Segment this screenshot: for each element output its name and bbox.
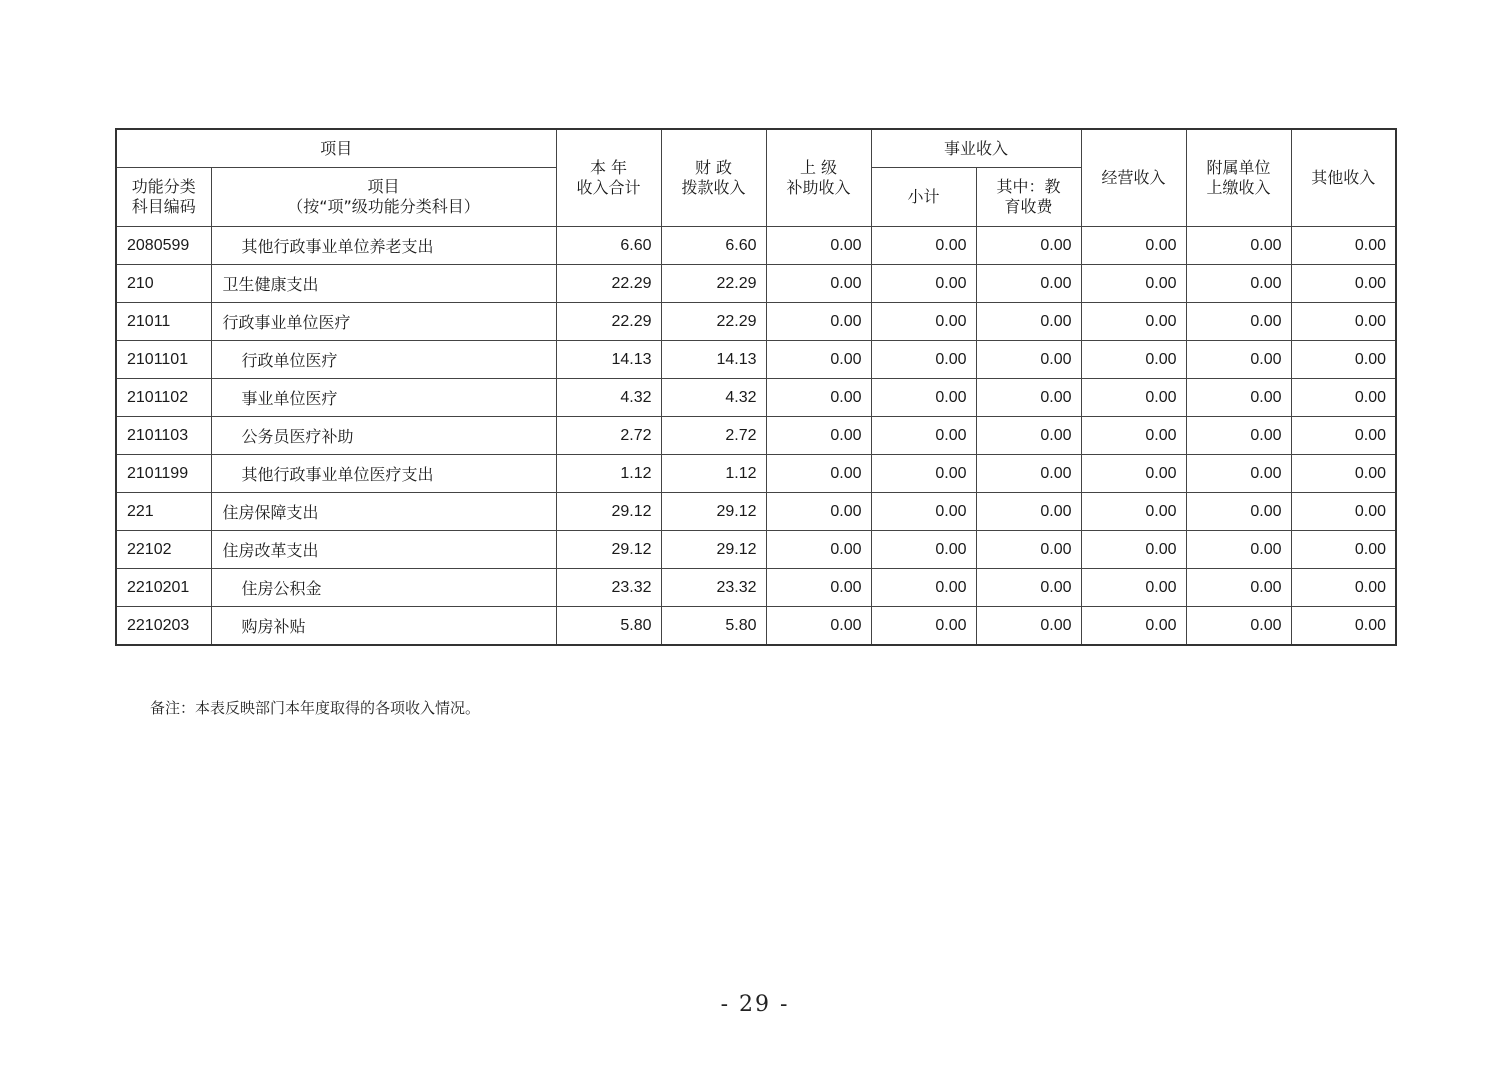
cell-other: 0.00: [1291, 341, 1396, 379]
cell-education: 0.00: [976, 417, 1081, 455]
cell-superior: 0.00: [766, 493, 871, 531]
cell-name: 购房补贴: [211, 607, 556, 646]
cell-affiliated: 0.00: [1186, 417, 1291, 455]
header-superior-line1: 上 级: [799, 158, 838, 177]
cell-other: 0.00: [1291, 455, 1396, 493]
cell-education: 0.00: [976, 455, 1081, 493]
cell-name: 卫生健康支出: [211, 265, 556, 303]
cell-education: 0.00: [976, 265, 1081, 303]
table-row: [116, 531, 1396, 569]
cell-code: 22102: [116, 531, 211, 569]
cell-code: 2101199: [116, 455, 211, 493]
header-education-line1: 其中：教: [996, 177, 1061, 196]
cell-code: 2080599: [116, 227, 211, 265]
cell-affiliated: 0.00: [1186, 531, 1291, 569]
cell-education: 0.00: [976, 569, 1081, 607]
cell-superior: 0.00: [766, 417, 871, 455]
header-superior-subsidy: [766, 129, 871, 227]
header-other-income: 其他收入: [1291, 129, 1396, 227]
cell-name: 事业单位医疗: [211, 379, 556, 417]
header-item-name-line2: （按“项”级功能分类科目）: [287, 197, 480, 216]
cell-name: 其他行政事业单位医疗支出: [211, 455, 556, 493]
header-item-name-line1: 项目: [367, 177, 400, 196]
table-row: [116, 455, 1396, 493]
header-func-code-line1: 功能分类: [131, 177, 196, 196]
header-item-name: [211, 168, 556, 227]
cell-name: 住房保障支出: [211, 493, 556, 531]
cell-fiscal: 14.13: [661, 341, 766, 379]
cell-affiliated: 0.00: [1186, 227, 1291, 265]
cell-operating: 0.00: [1081, 227, 1186, 265]
cell-subtotal: 0.00: [871, 227, 976, 265]
cell-name: 住房改革支出: [211, 531, 556, 569]
cell-superior: 0.00: [766, 227, 871, 265]
cell-operating: 0.00: [1081, 455, 1186, 493]
cell-superior: 0.00: [766, 379, 871, 417]
cell-education: 0.00: [976, 531, 1081, 569]
cell-other: 0.00: [1291, 531, 1396, 569]
cell-superior: 0.00: [766, 607, 871, 646]
cell-code: 2101101: [116, 341, 211, 379]
cell-subtotal: 0.00: [871, 493, 976, 531]
cell-other: 0.00: [1291, 607, 1396, 646]
cell-education: 0.00: [976, 379, 1081, 417]
cell-subtotal: 0.00: [871, 455, 976, 493]
cell-subtotal: 0.00: [871, 265, 976, 303]
header-superior-line2: 补助收入: [786, 178, 851, 197]
cell-other: 0.00: [1291, 417, 1396, 455]
cell-name: 其他行政事业单位养老支出: [211, 227, 556, 265]
cell-code: 2101102: [116, 379, 211, 417]
cell-operating: 0.00: [1081, 379, 1186, 417]
cell-fiscal: 4.32: [661, 379, 766, 417]
cell-other: 0.00: [1291, 303, 1396, 341]
cell-affiliated: 0.00: [1186, 379, 1291, 417]
cell-subtotal: 0.00: [871, 569, 976, 607]
header-fiscal-line2: 拨款收入: [681, 178, 746, 197]
cell-affiliated: 0.00: [1186, 569, 1291, 607]
cell-fiscal: 29.12: [661, 493, 766, 531]
header-total-income-line2: 收入合计: [576, 178, 641, 197]
table-row: [116, 265, 1396, 303]
cell-total: 6.60: [556, 227, 661, 265]
header-func-code: [116, 168, 211, 227]
header-business-income: 事业收入: [871, 129, 1081, 168]
cell-affiliated: 0.00: [1186, 303, 1291, 341]
cell-operating: 0.00: [1081, 417, 1186, 455]
cell-code: 210: [116, 265, 211, 303]
table-body: [116, 227, 1396, 646]
cell-total: 1.12: [556, 455, 661, 493]
cell-superior: 0.00: [766, 303, 871, 341]
cell-name: 住房公积金: [211, 569, 556, 607]
table-row: [116, 417, 1396, 455]
page-number: - 29 -: [720, 992, 790, 1017]
cell-code: 21011: [116, 303, 211, 341]
cell-operating: 0.00: [1081, 265, 1186, 303]
cell-code: 2210203: [116, 607, 211, 646]
cell-education: 0.00: [976, 607, 1081, 646]
cell-other: 0.00: [1291, 227, 1396, 265]
cell-other: 0.00: [1291, 265, 1396, 303]
cell-operating: 0.00: [1081, 607, 1186, 646]
cell-other: 0.00: [1291, 569, 1396, 607]
cell-fiscal: 5.80: [661, 607, 766, 646]
cell-education: 0.00: [976, 341, 1081, 379]
cell-subtotal: 0.00: [871, 341, 976, 379]
header-education-line2: 育收费: [1004, 197, 1053, 216]
table-row: [116, 379, 1396, 417]
cell-other: 0.00: [1291, 379, 1396, 417]
cell-affiliated: 0.00: [1186, 493, 1291, 531]
cell-fiscal: 29.12: [661, 531, 766, 569]
cell-total: 14.13: [556, 341, 661, 379]
cell-fiscal: 6.60: [661, 227, 766, 265]
table-row: [116, 227, 1396, 265]
table-row: [116, 607, 1396, 646]
header-affiliated-income: [1186, 129, 1291, 227]
cell-total: 2.72: [556, 417, 661, 455]
cell-operating: 0.00: [1081, 341, 1186, 379]
cell-subtotal: 0.00: [871, 417, 976, 455]
cell-fiscal: 2.72: [661, 417, 766, 455]
cell-other: 0.00: [1291, 493, 1396, 531]
header-operating-income: 经营收入: [1081, 129, 1186, 227]
cell-education: 0.00: [976, 493, 1081, 531]
cell-operating: 0.00: [1081, 493, 1186, 531]
header-affiliated-line2: 上缴收入: [1206, 178, 1271, 197]
header-func-code-line2: 科目编码: [131, 197, 196, 216]
header-total-income-line1: 本 年: [589, 158, 628, 177]
cell-operating: 0.00: [1081, 531, 1186, 569]
cell-education: 0.00: [976, 227, 1081, 265]
table-row: [116, 569, 1396, 607]
cell-fiscal: 22.29: [661, 303, 766, 341]
cell-subtotal: 0.00: [871, 303, 976, 341]
income-table: [115, 128, 1397, 646]
cell-affiliated: 0.00: [1186, 341, 1291, 379]
table-row: [116, 303, 1396, 341]
cell-subtotal: 0.00: [871, 379, 976, 417]
cell-superior: 0.00: [766, 265, 871, 303]
header-item-group: 项目: [116, 129, 556, 168]
cell-code: 2101103: [116, 417, 211, 455]
table-footnote: 备注：本表反映部门本年度取得的各项收入情况。: [150, 699, 481, 717]
cell-fiscal: 1.12: [661, 455, 766, 493]
header-business-education: [976, 168, 1081, 227]
cell-code: 2210201: [116, 569, 211, 607]
table-row: [116, 493, 1396, 531]
cell-total: 5.80: [556, 607, 661, 646]
cell-superior: 0.00: [766, 455, 871, 493]
cell-name: 行政单位医疗: [211, 341, 556, 379]
header-affiliated-line1: 附属单位: [1206, 158, 1271, 177]
cell-education: 0.00: [976, 303, 1081, 341]
cell-affiliated: 0.00: [1186, 455, 1291, 493]
cell-total: 29.12: [556, 493, 661, 531]
cell-fiscal: 22.29: [661, 265, 766, 303]
header-business-subtotal: 小计: [871, 168, 976, 227]
cell-name: 行政事业单位医疗: [211, 303, 556, 341]
cell-total: 29.12: [556, 531, 661, 569]
cell-fiscal: 23.32: [661, 569, 766, 607]
cell-superior: 0.00: [766, 531, 871, 569]
header-fiscal-line1: 财 政: [694, 158, 733, 177]
cell-subtotal: 0.00: [871, 531, 976, 569]
table-row: [116, 341, 1396, 379]
cell-total: 4.32: [556, 379, 661, 417]
cell-affiliated: 0.00: [1186, 607, 1291, 646]
cell-total: 22.29: [556, 303, 661, 341]
header-total-income: [556, 129, 661, 227]
header-fiscal-appropriation: [661, 129, 766, 227]
cell-total: 23.32: [556, 569, 661, 607]
table-header: [116, 129, 1396, 227]
cell-operating: 0.00: [1081, 569, 1186, 607]
cell-code: 221: [116, 493, 211, 531]
cell-superior: 0.00: [766, 569, 871, 607]
cell-total: 22.29: [556, 265, 661, 303]
cell-affiliated: 0.00: [1186, 265, 1291, 303]
cell-superior: 0.00: [766, 341, 871, 379]
cell-name: 公务员医疗补助: [211, 417, 556, 455]
cell-subtotal: 0.00: [871, 607, 976, 646]
cell-operating: 0.00: [1081, 303, 1186, 341]
